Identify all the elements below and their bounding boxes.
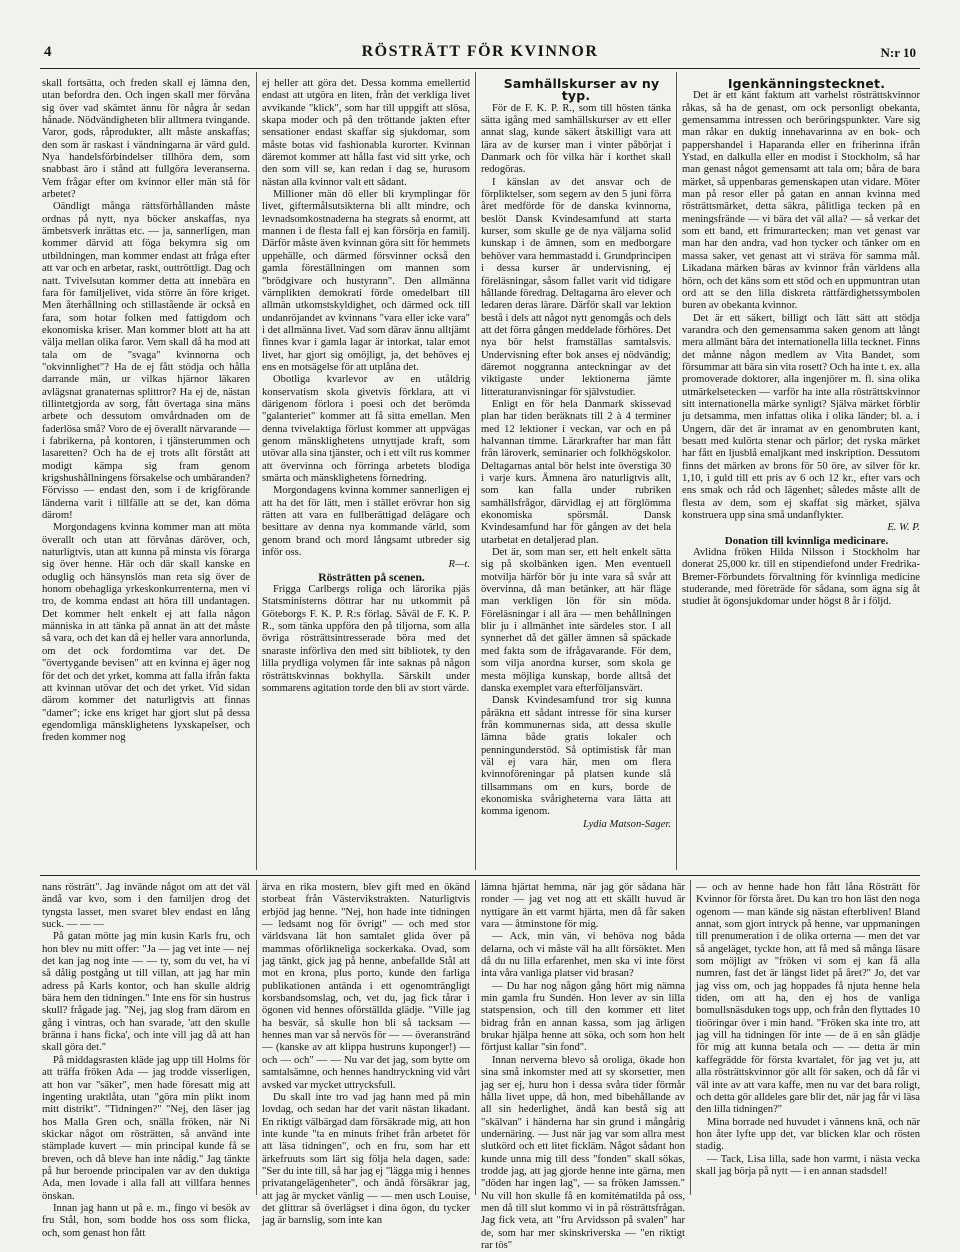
article-paragraph: ärva en rika mostern, blev gift med en ökänd storbeat från Västervikstrakten. Naturligtvis erbjöd jag henne. "Nej, hon hade inte tidningen — ledsamt nog för övrigt" — och med stor världsvana lät hon samtalet glida över på mammas oförlikneliga sockerkaka. Ovad, som jag tänkt, gick jag på henne, anbefallde Stål att mot en krona, plus porto, kunde den farliga publikationen antända i ett ogenomträngligt korsbandsomslag, och, vet du, jag fick tårar i ögonen vid hennes oförställda glädje. "Ville jag ha besvär, så skulle hon bli så tacksam — hennes man var så nervös för — — överanstränd — (kanske av att klippa hustruns kuponger!) — och — och" — — Nu var det jag, som bytte om samtalsämne, och hennes handtryckning vid vårt avsked var mycket uttrycksfull. (262, 882, 470, 1091)
column-divider (690, 880, 691, 1195)
article-heading: Igenkänningstecknet. (727, 76, 886, 91)
article-paragraph: Du skall inte tro vad jag hann med på min lovdag, och sedan har det varit nästan likadant. En riktigt välbärgad dam försäkrade mig, att hon inte kunde "ta en minuts frihet från arbetet för att läsa tidningen", och en fru, som har ett ärkefruuts som lärt sig följa hela dagen, sade: "Ser du inte till, så har jag ej "lägga mig i hennes privatangelägenheter", och ändå försäkrar jag, att jag är mycket vänlig — — men usch Louise, det glittrar så överlägset i dina ögon, du tycker jag är barnslig, som inte kan (262, 1091, 470, 1227)
article-paragraph: För de F. K. P. R., som till hösten tänka sätta igång med samhällskurser av ett eller annat slag, kunde säkert åtskilligt vara att lära av de kurser man i vinter påbörjat i Danmark och för vilka här i korthet skall redogöras. (481, 102, 671, 176)
article-paragraph: — Du har nog någon gång hört mig nämna min gamla fru Sundén. Hon lever av sin lilla statspension, och till den kommer ett litet bidrag från en annan kassa, som jag ärligen brukar hjälpa henne att söka, och som hon helt förtjust kallar "sin fond". (481, 980, 685, 1054)
masthead-title: RÖSTRÄTT FÖR KVINNOR (361, 43, 599, 60)
article-signature: R—t. (448, 559, 470, 571)
article-signature: Lydia Matson-Sager. (583, 818, 671, 830)
article-paragraph: Enligt en för hela Danmark skissevad plan har tiden beräknats till 2 à 4 terminer med 12 lektioner i veckan, var och en på halvannan timme. Lärarkrafter har man fått från läroverk, seminarier och folkhögskolor. Deltagarnas antal bör helst inte överstiga 30 i varje kurs. Ämnena äro naturligtvis allt, som kan falla under rubriken samhällsfrågor, därvidlag ej att förglömma ekonomiska spörsmål. Dansk Kvindesamfund har för gången av det hela utarbetat en detaljerad plan. (481, 398, 671, 546)
article-paragraph: skall fortsätta, och freden skall ej lämna den, utan befordra den. Och ingen skall mer förvåna sig över vad skämtet ännu för några år sedan hånade. Nödvändigheten blir alltmera tvingande. Varor, gods, råprodukter, allt måste anskaffas; den som är raskast i vändningarna är värd guld. Nya handelsförbindelser tillhöra dem, som snabbast äro i stånd att fullgöra leveranserna. Vem frågar efter om kvinnor eller män stå för arbetet? (42, 78, 250, 201)
issue-number: N:r 10 (880, 45, 916, 60)
page-number: 4 (44, 44, 52, 60)
lower-column-4 (696, 882, 920, 1198)
article-paragraph: ej heller att göra det. Dessa komma emellertid endast att utgöra en liten, från det verkliga livet avvikande "klick", som har till uppgift att slösa, skapa moder och på den tröttande jakten efter sensationer endast skaffar sig sjukdomar, som måste botas vid fashionabla kurorter. Kvinnan däremot kommer att hålla fast vid sitt yrke, och den som vill se, kan redan i dag se, hurusom nästan alla kvinnor valt ett sådant. (262, 78, 470, 188)
header-rule (40, 68, 920, 69)
article-paragraph: På middagsrasten kläde jag upp till Holms för att träffa fröken Ada — jag trodde visserligen, att hon var "säker", men hade föresatt mig att ingenting uraktlåta, utan "göra min plikt inom mitt distrikt". "Tidningen?" "Nej, den läser jag hos Malla Gren och, snälla fröken, när Ni skickar något om rösträtten, så använd inte stämplade kuvert — min principal kunde få se breven, och då bleve han inte nådig." Jag tänkte på hur beroende principalen var av den duktiga Ada, men lovade i alla fall att villfara hennes önskan. (42, 1054, 250, 1202)
article-paragraph: lämna hjärtat hemma, när jag gör sådana här ronder — jag vet nog att ett skällt huvud är nyttigare än ett varmt hjärta, men då får saken vara — åtminstone för mig. (481, 882, 685, 931)
page-header (40, 40, 920, 66)
article-paragraph: Mina borrade ned huvudet i vännens knä, och när hon åter lyfte upp det, var blicken klar och rösten stadig. (696, 1116, 920, 1153)
article-signature: E. W. P. (887, 522, 920, 534)
lower-column-1 (42, 882, 250, 1239)
article-paragraph: Dansk Kvindesamfund tror sig kunna påräkna ett sådant intresse för sina kurser från kommunernas sida, att dessa skulle lämna både gratis lokaler och penningunderstöd. Så optimistisk får man väl ej vara här, men om flera kvinnoföreningar på platsen kunde slå tillsammans om en kurs, borde de ekonomiska svårigheterna vara lätta att komma igenom. (481, 695, 671, 818)
article-paragraph: Millioner män dö eller bli krymplingar för livet, giftermålsutsikterna bli allt mindre, och levnadsomkostnaderna ha stegrats så enormt, att mannen i de flesta fall ej kan försörja en familj. Därför måste även kvinnan göra sitt för hemmets uppehälle, och därmed försvinner också den gamla föreställningen om mannen som "brödgivare och hustyrann". Den allmänna värnplikten demokrati förde omedelbart till allmän utkomstskyldighet, och därmed ock till undanröjandet av kvinnans "vara eller icke vara" i det allmänna livet. Vad som därav ännu alltjämt finnes kvar i gamla lagar är intorkat, talar emot livet, har gjort sig omöjligt, ja, det behöves ej ens en motsägelse för att utplåna det. (262, 189, 470, 373)
section-rule (40, 875, 920, 876)
upper-column-2 (262, 78, 470, 870)
column-divider (256, 880, 257, 1195)
article-paragraph: Innan nerverna blevo så oroliga, ökade hon sina små inkomster med att sy skorsetter, men jag ser ej, huru hon i dessa svåra tider förmår hålla livet uppe, då hon, med bibehållande av all sin hederlighet, ändå kan bestå sig att "skälvan" i händerna har sin grund i mångårig undernäring. — Just när jag var som allra mest slutkörd och ett litet fickläm. Något sådant hon kunde unna mig till dess "fonden" skall sökas, trodde jag, att jag gjorde henne inte gärna, men "döden har ingen lag", — sa fröken Jamssen." Nu vill hon skulle få en komitématilda på oss, men då till slut kommo vi in på rösträttsfrågan. Jag fick veta, att "fru Arvidsson på svalen" har de, som har mer skinskriverska — "en riktigt rar tös" (481, 1054, 685, 1251)
column-divider (256, 72, 257, 870)
lower-column-2 (262, 882, 470, 1227)
upper-column-4 (682, 78, 920, 870)
article-heading: Samhällskurser av ny typ. (503, 76, 660, 104)
article-paragraph: nans rösträtt". Jag invände något om att det väl ändå var kvo, som i den familjen drog det tyngsta lasset, men svaret blev endast en lång suck. — — — (42, 882, 250, 931)
article-paragraph: Det är ett känt faktum att varhelst rösträttskvinnor råkas, så ha de genast, om ock personligt obekanta, gemensamma intressen och beröringspunkter. Vare sig man råkar en duktig innehavarinna av en bok- och pappershandel i Haparanda eller en friherinna ifrån Ystad, en dalkulla eller en modist i Stockholm, så har man genast något gemensamt att tala om; båra de bara märket, så uppenbaras gemenskapen utan vidare. Möter man på resor eller på gatan en annan kvinna med rösträttsmärket, detta säkra, pålitliga tecken på en meningsfrände — vi bära det väl alla? — så verkar det som ett band, ett frimurartecken; man vet genast var man har den andra, vad hon tycker och tänker om en massa saker, vet genast att vi sträva för samma mål. Likadana märken bäras av kvinnor från världens alla hörn, och det käns som ett stöd och en uppmuntran utan ord att se den lilla diskreta rättfärdighetssymbolen buren av obekanta kvinnor. (682, 90, 920, 312)
upper-column-1 (42, 78, 250, 870)
article-paragraph: — Ack, min vän, vi behöva nog båda delarna, och vi måste väl ha allt försöktet. Men då du nu lilla erfarenhet, men ska vi inte först inta våra vanliga platser vid brasan? (481, 931, 685, 980)
article-paragraph: Det är ett säkert, billigt och lätt sätt att stödja varandra och den gemensamma saken genom att långt mera allmänt bära det internationella lilla tecknet. Finns det månne någon medlem av Vita Bandet, som försummar att bära sin vita rosett? Och ha inte t. ex. alla promoverade doktorer, alla ingenjörer m. fl. sina olika utmärkelsetecken — varför ha inte alla rösträttskvinnor sitt internationella märke synligt? Själva märket förblir ju detsamma, men infattas olika i olika länder; bl. a. i Ungern, där det är inramat av en genombruten kant, besatt med kulörta stenar och pärlor; det ryska märket har fått en ljusblå emaljkant med inskription. Dessutom finns det märken av brons för 50 öre, av silver för kr. 1,10, i guld till ett pris av 6 och 12 kr., efter vars och ens smak och råd och lägenhet; således måste allt de flesta av dem, som ej skaffat sig märket, själva konstruera upp sina små undanflykter. (682, 312, 920, 522)
notice-heading: Donation till kvinnliga medicinare. (724, 534, 889, 547)
article-paragraph: Oändligt många rättsförhållanden måste ordnas på nytt, nya böcker anskaffas, nya ämbetsverk inrättas etc. — ja, sannerligen, man kommer därvid att föga bekymra sig om utbildningen, man kommer endast att fråga efter att var och en arbetar, raskt, outtröttligt. Dag och natt. Tvivelsutan kommer detta att innebära en fara för familjelivet, vida större än före kriget. Men återhållning och stillastående är också en fara, som hotar folken med fattigdom och ekonomiska kriser. Man kommer blott att ha att välja mellan olika faror. Vem skall då ha mod att tala om de "svaga" kvinnorna och "okvinnlighet"? Ha de ej fått stödja och hålla darrande män, ur vilkas hjärnor läkaren avlägsnat granaternas splittror? Ha ej de, nästan tillintetgjorda av sorg, fått övertaga sina mäns arbete och dessutom omvårdnaden om de faderlösa små? Voro de ej överallt närvarande — i fabrikerna, på kontoren, i tjänsterummen och lasaretten? Och ha de ej trots allt förstått att modigt kämpa sig fram genom krigshushållningens försakelse och umbäranden? Förvisso — endast den, som i de krigförande länderna varit i tillfälle att se det, kan döma därom! (42, 201, 250, 522)
notice-paragraph: Avlidna fröken Hilda Nilsson i Stockholm har donerat 25,000 kr. till en stipendiefond under Fredrika-Bremer-Förbundets förvaltning för kvinnliga medicine studerande, med företräde för sådana, som ägna sig åt studiet åt ögonsjukdomar under högst 8 år i följd. (682, 547, 920, 608)
article-paragraph: I känslan av det ansvar och de förpliktelser, som segern av den 5 juni förra året medförde för de danska kvinnorna, beslöt Dansk Kvindesamfund att starta kurser, som skulle ge de nya väljarna solid kunskap i de ämnen, som en medborgare behöver vara hemmastadd i. Grundprincipen i dessa kurser är undervisning, ej föreläsningar, såsom fallet varit vid tidigare hållande föredrag. Deltagarna äro elever och ledaren deras lärare. Därför skall var lektion bestå i dels att något nytt genomgås och dels att det förra gången meddelade förhöres. Det nya bör helst framställas samtalsvis. Undervisning efter bok anses ej nödvändig; däremot noggranna anteckningar av det viktigaste under lektionerna jämte litteraturanvisningar för självstudier. (481, 176, 671, 398)
article-paragraph: Innan jag hann ut på e. m., fingo vi besök av fru Stål, hon, som bodde hos oss som flicka, och, som genast hon fått (42, 1202, 250, 1239)
lower-column-3 (481, 882, 685, 1251)
column-divider (475, 72, 476, 870)
article-paragraph: Frigga Carlbergs roliga och lärorika pjäs Statsministerns döttrar har nu utkommit på Göteborgs F. K. P. R:s förlag. Såväl de F. K. P. R., som tänka uppföra den på tiljorna, som alla övriga rösträttsintresserade böra med det snaraste införliva den med sitt bibliotek, ty den lilla prydliga volymen får inte saknas på någon rösträttskvinnas bokhylla. Särskilt under sommarens agitation torde den bli av stort värde. (262, 584, 470, 694)
column-divider (676, 72, 677, 870)
article-paragraph: — och av henne hade hon fått låna Rösträtt för Kvinnor för första året. Du kan tro hon läst den noga ogenom — man kände sig nästan efterbliven! Bland annat, som gjort intryck på henne, var uppmaningen till prenumeration i de olika orterna — men det var så angeläget, tyckte hon, att få med så många läsare som möjligt av "fröken vi som ej kan få alla numren, fast det är längst lidet på året?" Jo, det var jag viss om, och jag hoppades få njuta henne hela tiden, om att ha, den ej hos de vanliga bomullsnäsduken togs upp, och från den flyttades 10 tioöringar över i min hand. "Fröken ska inte tro, att jag vill ha tidningen för inte — de ä en sån glädje för mig att kunna betala och — — detta är min kaffegrädde för första kvartalet, för jag vet ju, att alla rösträttskvinnor gör allt för saken, och då får vi väl inte av att vara kaffe, men nu var det bara roligt, och detta gör alldeles gare blir det, när jag får vi läsa den lilla tidningen?" (696, 882, 920, 1116)
section-heading: Rösträtten på scenen. (318, 570, 425, 584)
article-paragraph: På gatan mötte jag min kusin Karls fru, och hon blev nu mitt offer: "Ja — jag vet inte — nej det kan jag nog inte — — ty, som du vet, ha vi så dålig postgång ut till villan, att jag har min adress på Karls kontor, och han skulle aldrig bära hem den tidningen." Inte ens för sin hustrus skull? frågade jag. "Nej, jag slog fram därom en gång i vintras, och han svarade, 'att den skulle bränna i hans ficka', och inte vill jag då att han skall göra det." (42, 931, 250, 1054)
column-divider (475, 880, 476, 1195)
article-paragraph: Morgondagens kvinna kommer man att möta överallt och utan att förvånas däröver, och, naturligtvis, utan att kunna på minsta vis förarga sig över henne. Här och där skall kanske en oduglig och hänsynslös man reta sig över de honom obehagliga yrkeskonkurrenterna, men vi tro, de komma endast att höra till undantagen. Det kommer helt enkelt ej att falla någon människa in att tänka på annat än att det måste så vara, och det kan då ej heller vara annorlunda, om det ock fordomtima var det. De "övertygande bevisen" att en kvinna ej äger nog för det och det yrket, komma att falla ifrån fakta att kvinnan utövar det och det yrket. Vid sidan därom kommer det naturligtvis att finnas "damer"; icke ens kriget har gjort slut på dessa egendomliga mänsklighetens lyxskapelser, och freden kommer nog (42, 522, 250, 744)
article-paragraph: — Tack, Lisa lilla, sade hon varmt, i nästa vecka skall jag börja på nytt — i en annan stadsdel! (696, 1153, 920, 1177)
article-paragraph: Det är, som man ser, ett helt enkelt sätta sig på skolbänken igen. Men eventuell motvilja härför bör ju inte vara så svår att övervinna, då man betänker, att här fläge man verkligen lön för sin möda. Föreläsningar i all ära — men behållningen blir ju i allmänhet inte särdeles stor. I all synnerhet då det gäller ämnen så späckade med fakta som de ifrågavarande. För dem, som vilja anordna kurser, som skola ge mesta möjliga kunskap, borde alltså det danska exemplet vara efterföljansvärt. (481, 547, 671, 694)
article-paragraph: Morgondagens kvinna kommer sannerligen ej att ha det för lätt, men i stället erövrar hon sig rätten att vara en fullberättigad delägare och besittare av denna nya kommande värld, som genom brand och mord långsamt utbreder sig inför oss. (262, 485, 470, 559)
upper-column-3 (481, 78, 671, 870)
article-paragraph: Obotliga kvarlevor av en utåldrig konservatism skola givetvis förklara, att vi därigenom förlora i poesi och det berömda "galanteriet" kommer att få sitta emellan. Men denna tvivelaktiga förlust kommer att uppvägas genom mänsklighetens utnyttjade kraft, som utövar alla sina tjänster, och i ett vilt rus kommer att övervinna och förringa arbetets blodiga smärta och mänsklighetens förnedring. (262, 374, 470, 484)
